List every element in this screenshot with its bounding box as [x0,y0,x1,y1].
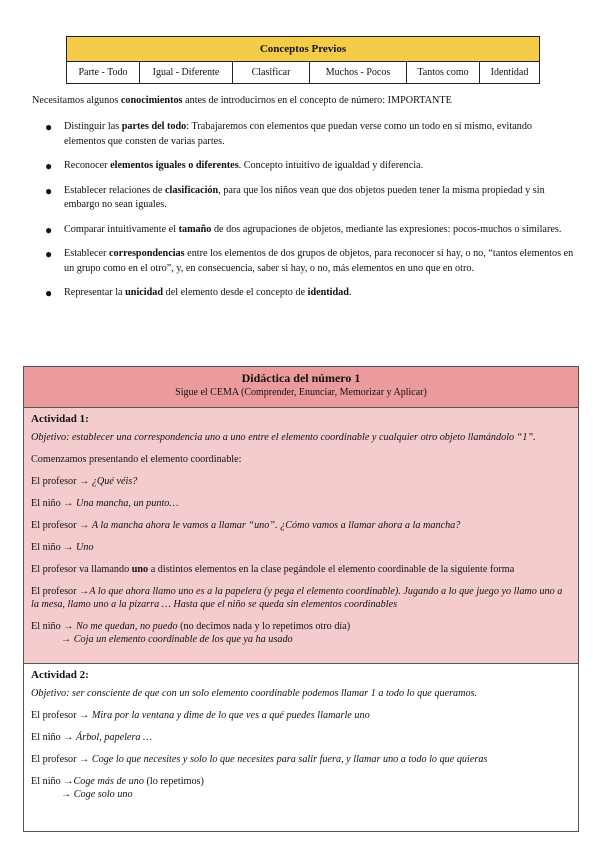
intro-bold: conocimientos [120,95,183,106]
didactica-title: Didáctica del número 1 [241,371,361,385]
dialogue-line: → Coge solo uno [61,789,133,800]
intro-text: antes de introducirnos en el concepto de número: IMPORTANTE [182,95,452,106]
list-item: ● Distinguir las partes del todo: Trabajaremos con elementos que puedan verse como un todo en sí mismo, evitando elementos que consten de varias partes. [45,120,533,147]
actividad-2-title: Actividad 2: [31,669,89,681]
table-cell: Igual - Diferente [140,62,233,84]
list-item: ● Representar la unicidad del elemento desde el concepto de identidad. [45,286,352,300]
bullet-icon: ● [45,183,53,198]
list-item: ● Establecer correspondencias entre los elementos de dos grupos de objetos, para reconocer si hay, o no, “tantos elementos en un grupo como en el otro”, y, en consecuencia, saber si hay, o no, más elementos en uno que en otro. [45,247,574,274]
text-line: Comenzamos presentando el elemento coordinable: [31,454,242,465]
bullet-icon: ● [45,286,53,300]
dialogue-line: El profesor → ¿Qué véis? [31,476,138,487]
intro-paragraph [32,95,572,106]
dialogue-line: El niño → No me quedan, no puedo (no decimos nada y lo repetimos otro día) [31,621,351,632]
actividad-1-objective: Objetivo: establecer una correspondencia uno a uno entre el elemento coordinable y cualquier otro objeto llamándolo “1”. [31,432,536,443]
dialogue-line: El niño → Uno [31,542,94,553]
table-cell: Tantos como [407,62,480,84]
list-item: ● Establecer relaciones de clasificación, para que los niños vean que dos objetos pueden tener la misma propiedad y sin embargo no sean iguales. [45,183,545,210]
didactica-header [24,367,578,408]
bullet-icon: ● [45,120,53,134]
dialogue-line: El profesor → A la mancha ahora le vamos a llamar “uno”. ¿Cómo vamos a llamar ahora a la mancha? [31,520,461,531]
dialogue-line: El profesor → Mira por la ventana y dime de lo que ves a qué puedes llamarle uno [31,710,370,721]
table-cell: Parte - Todo [67,62,140,84]
dialogue-line: El profesor → Coge lo que necesites y solo lo que necesites para salir fuera, y llamar uno a todo lo que quieras [31,754,488,765]
bullet-icon: ● [45,222,53,237]
didactica-subtitle: Sigue el CEMA (Comprender, Enunciar, Memorizar y Aplicar) [175,387,427,398]
dialogue-line: → Coja un elemento coordinable de los que ya ha usado [61,634,293,645]
dialogue-line: El niño → Una mancha, un punto… [31,498,179,509]
intro-text: Necesitamos algunos [32,95,121,106]
bullet-icon: ● [45,159,53,173]
actividad-2 [24,664,578,806]
table-cell: Muchos - Pocos [310,62,407,84]
didactica-box [23,366,579,832]
table-cell: Identidad [480,62,540,84]
conceptos-previos-table [66,36,540,84]
bullet-list [34,120,574,311]
table-title: Conceptos Previos [67,37,540,62]
dialogue-line: El niño →Coge más de uno (lo repetimos) [31,776,204,787]
actividad-2-objective: Objetivo: ser consciente de que con un solo elemento coordinable podemos llamar 1 a todo lo que queramos. [31,688,478,699]
text-line: El profesor va llamando uno a distintos elementos en la clase pegándole el elemento coordinable de la siguiente forma [31,564,515,575]
actividad-1 [24,408,578,664]
table-cell: Clasificar [233,62,310,84]
list-item: ● Comparar intuitivamente el tamaño de dos agrupaciones de objetos, mediante las expresiones: pocos-muchos o similares. [45,222,562,237]
bullet-icon: ● [45,247,53,261]
dialogue-line: El profesor →A lo que ahora llamo uno es a la papelera (y pega el elemento coordinable). Jugando a lo que juego yo llamo uno a la mesa, llamo uno a la pizarra … Hasta que el niño se queda sin elementos coordinables [31,586,563,610]
list-item: ● Reconocer elementos iguales o diferentes. Concepto intuitivo de igualdad y diferencia. [45,159,424,173]
actividad-1-title: Actividad 1: [31,413,89,425]
dialogue-line: El niño → Árbol, papelera … [31,732,153,743]
